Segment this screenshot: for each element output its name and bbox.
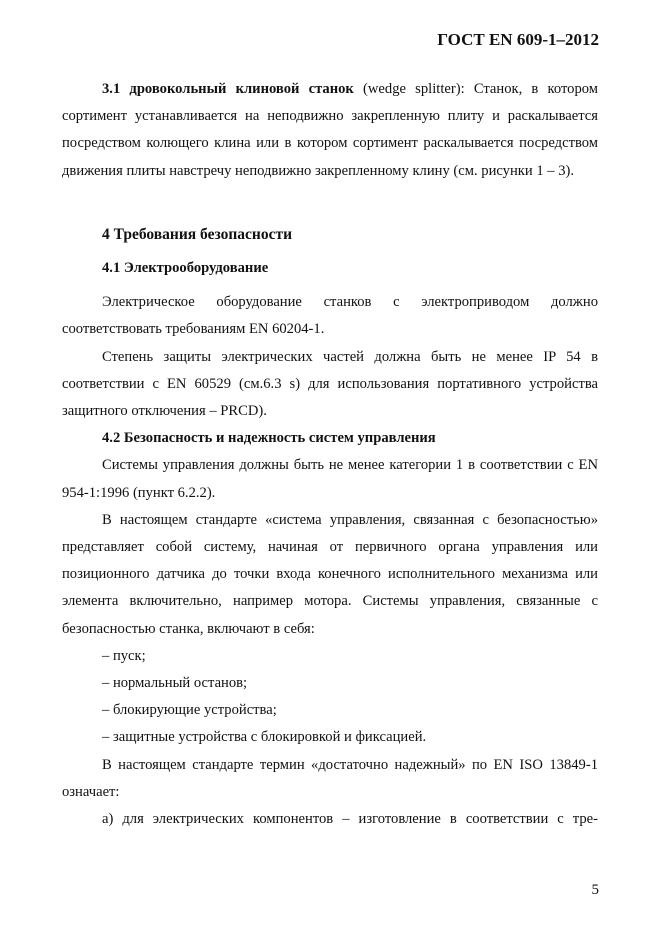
document-header: ГОСТ EN 609-1–2012 [437,30,599,49]
section-4-2-title: 4.2 Безопасность и надежность систем управления [102,430,436,447]
paragraph-4-2-2: В настоящем стандарте «система управления, связанная с безопасностью» представляет собой систему, начиная от первичного органа управления или позиционного датчика до точки входа конечного исполнительного механизма или элемента включительно, например мотора. Системы управления, связанные с безопасностью станка, включают в себя: [62,511,598,637]
page-number: 5 [591,882,599,898]
term-wedge-splitter: 3.1 дровокольный клиновой станок [102,81,354,97]
list-item: – защитные устройства с блокировкой и фиксацией. [102,729,427,746]
term-definition: (wedge splitter): Станок, в котором сортимент устанавливается на неподвижно закрепленную плиту и раскалывается посредством колющего клина или в котором сортимент раскалывается посредством движения плиты навстречу неподвижно закрепленному клину (см. рисунки 1 – 3). [62,81,599,179]
paragraph-4-2-4: а) для электрических компонентов – изготовление в соответствии с тре- [102,811,598,828]
paragraph-4-2-3: В настоящем стандарте термин «достаточно надежный» по EN ISO 13849-1 означает: [62,756,598,800]
list-item: – нормальный останов; [102,675,248,692]
paragraph-4-1-1: Электрическое оборудование станков с электроприводом должно соответствовать требованиям EN 60204-1. [62,294,598,338]
clause-3-1 [62,76,598,185]
list-item: – блокирующие устройства; [102,702,277,719]
document-body [62,76,598,833]
section-4-title: 4 Требования безопасности [102,225,293,243]
list-item: – пуск; [102,647,146,664]
paragraph-4-1-2: Степень защиты электрических частей должна быть не менее IP 54 в соответствии с EN 60529 (см.6.3 s) для использования портативного устройства защитного отключения – PRCD). [62,348,598,420]
section-4-1-title: 4.1 Электрооборудование [102,260,269,277]
control-functions-list [62,643,598,752]
paragraph-4-2-1: Системы управления должны быть не менее категории 1 в соответствии с EN 954-1:1996 (пункт 6.2.2). [62,457,598,501]
